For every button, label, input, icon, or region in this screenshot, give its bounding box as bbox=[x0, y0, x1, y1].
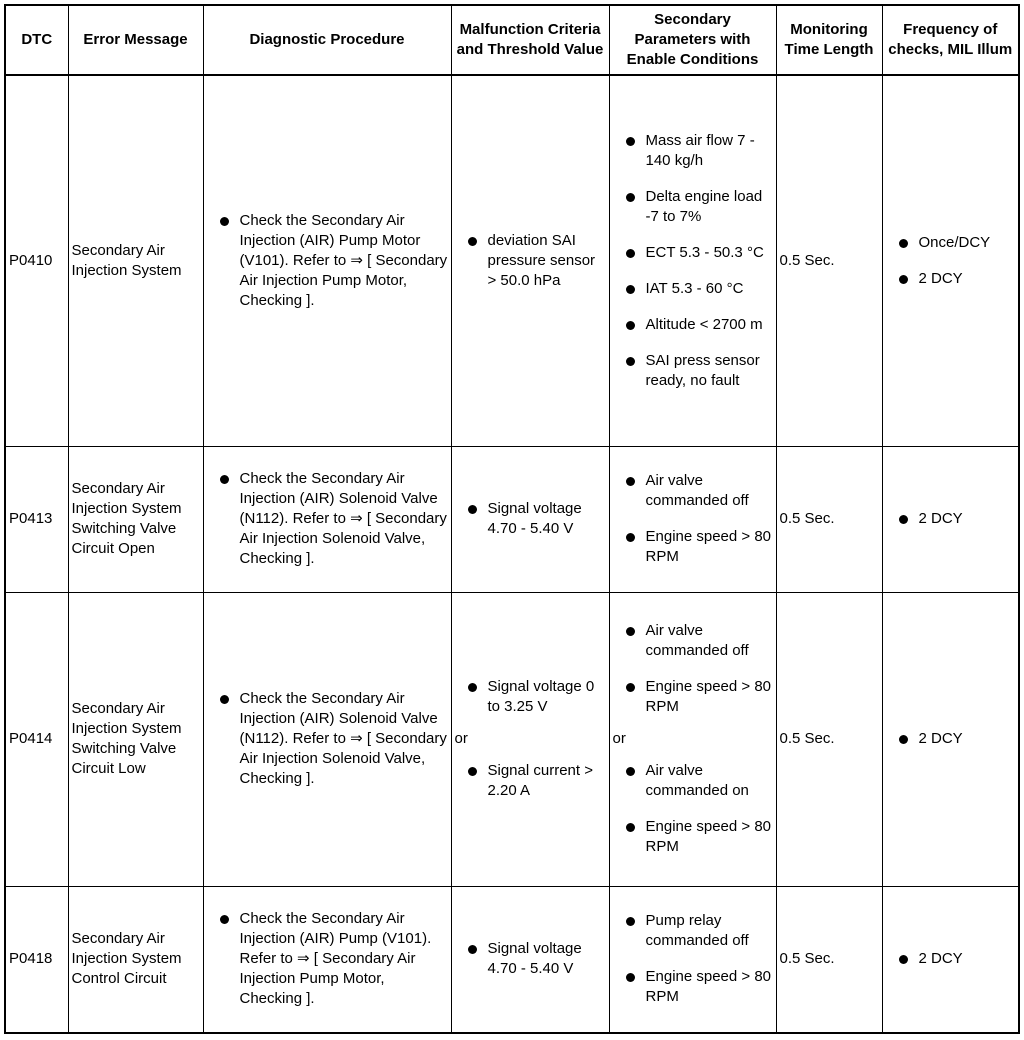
bullet-item: 2 DCY bbox=[886, 729, 1016, 749]
secondary-list bbox=[613, 471, 773, 567]
dtc-code: P0418 bbox=[5, 886, 68, 1033]
bullet-item: Signal current > 2.20 A bbox=[455, 761, 606, 801]
error-message: Secondary Air Injection System Switching Valve Circuit Open bbox=[68, 446, 203, 592]
secondary-list bbox=[613, 761, 773, 857]
monitoring-time: 0.5 Sec. bbox=[776, 446, 882, 592]
bullet-item: Engine speed > 80 RPM bbox=[613, 967, 773, 1007]
frequency bbox=[882, 75, 1019, 446]
bullet-item: ECT 5.3 - 50.3 °C bbox=[613, 243, 773, 263]
malfunction-criteria bbox=[451, 75, 609, 446]
secondary-list bbox=[613, 621, 773, 717]
error-message: Secondary Air Injection System Switching Valve Circuit Low bbox=[68, 592, 203, 886]
bullet-item: Engine speed > 80 RPM bbox=[613, 817, 773, 857]
bullet-item: Signal voltage 4.70 - 5.40 V bbox=[455, 939, 606, 979]
table-row bbox=[5, 886, 1019, 1033]
dtc-code: P0414 bbox=[5, 592, 68, 886]
diagnostic-procedure bbox=[203, 446, 451, 592]
header-secondary-parameters: Secondary Parameters with Enable Conditions bbox=[609, 5, 776, 75]
header-diagnostic-procedure: Diagnostic Procedure bbox=[203, 5, 451, 75]
table-row bbox=[5, 446, 1019, 592]
criteria-list bbox=[455, 499, 606, 539]
diagnostic-procedure bbox=[203, 75, 451, 446]
bullet-item: 2 DCY bbox=[886, 509, 1016, 529]
frequency bbox=[882, 592, 1019, 886]
header-frequency: Frequency of checks, MIL Illum bbox=[882, 5, 1019, 75]
criteria-list bbox=[455, 939, 606, 979]
procedure-item: Check the Secondary Air Injection (AIR) Pump (V101). Refer to ⇒ [ Secondary Air Injection Pump Motor, Checking ]. bbox=[207, 909, 448, 1009]
secondary-parameters bbox=[609, 75, 776, 446]
secondary-parameters bbox=[609, 886, 776, 1033]
bullet-item: Once/DCY bbox=[886, 233, 1016, 253]
header-malfunction-criteria: Malfunction Criteria and Threshold Value bbox=[451, 5, 609, 75]
malfunction-criteria bbox=[451, 592, 609, 886]
bullet-item: Altitude < 2700 m bbox=[613, 315, 773, 335]
dtc-table bbox=[4, 4, 1020, 1034]
table-row bbox=[5, 592, 1019, 886]
frequency bbox=[882, 886, 1019, 1033]
frequency-list bbox=[886, 233, 1016, 289]
bullet-item: SAI press sensor ready, no fault bbox=[613, 351, 773, 391]
dtc-code: P0410 bbox=[5, 75, 68, 446]
header-monitoring-time: Monitoring Time Length bbox=[776, 5, 882, 75]
criteria-list bbox=[455, 761, 606, 801]
bullet-item: Engine speed > 80 RPM bbox=[613, 677, 773, 717]
bullet-item: deviation SAI pressure sensor > 50.0 hPa bbox=[455, 231, 606, 291]
bullet-item: Engine speed > 80 RPM bbox=[613, 527, 773, 567]
error-message: Secondary Air Injection System bbox=[68, 75, 203, 446]
criteria-list bbox=[455, 677, 606, 717]
bullet-item: Signal voltage 4.70 - 5.40 V bbox=[455, 499, 606, 539]
bullet-item: Mass air flow 7 - 140 kg/h bbox=[613, 131, 773, 171]
header-error-message: Error Message bbox=[68, 5, 203, 75]
monitoring-time: 0.5 Sec. bbox=[776, 886, 882, 1033]
malfunction-criteria bbox=[451, 886, 609, 1033]
malfunction-criteria bbox=[451, 446, 609, 592]
bullet-item: Air valve commanded off bbox=[613, 621, 773, 661]
header-row bbox=[5, 5, 1019, 75]
frequency-list bbox=[886, 949, 1016, 969]
bullet-item: 2 DCY bbox=[886, 269, 1016, 289]
secondary-list bbox=[613, 911, 773, 1007]
procedure-list bbox=[207, 469, 448, 569]
procedure-item: Check the Secondary Air Injection (AIR) Solenoid Valve (N112). Refer to ⇒ [ Secondary Air Injection Solenoid Valve, Checking ]. bbox=[207, 689, 448, 789]
monitoring-time: 0.5 Sec. bbox=[776, 592, 882, 886]
criteria-list bbox=[455, 231, 606, 291]
procedure-item: Check the Secondary Air Injection (AIR) Pump Motor (V101). Refer to ⇒ [ Secondary Air Injection Pump Motor, Checking ]. bbox=[207, 211, 448, 311]
frequency bbox=[882, 446, 1019, 592]
procedure-list bbox=[207, 689, 448, 789]
or-separator: or bbox=[612, 730, 626, 747]
procedure-item: Check the Secondary Air Injection (AIR) Solenoid Valve (N112). Refer to ⇒ [ Secondary Air Injection Solenoid Valve, Checking ]. bbox=[207, 469, 448, 569]
table-row bbox=[5, 75, 1019, 446]
frequency-list bbox=[886, 729, 1016, 749]
table-body bbox=[5, 75, 1019, 1033]
bullet-item: Signal voltage 0 to 3.25 V bbox=[455, 677, 606, 717]
frequency-list bbox=[886, 509, 1016, 529]
diagnostic-procedure bbox=[203, 886, 451, 1033]
secondary-list bbox=[613, 131, 773, 391]
dtc-code: P0413 bbox=[5, 446, 68, 592]
bullet-item: Delta engine load -7 to 7% bbox=[613, 187, 773, 227]
procedure-list bbox=[207, 909, 448, 1009]
bullet-item: Air valve commanded on bbox=[613, 761, 773, 801]
secondary-parameters bbox=[609, 592, 776, 886]
bullet-item: Pump relay commanded off bbox=[613, 911, 773, 951]
diagnostic-procedure bbox=[203, 592, 451, 886]
bullet-item: IAT 5.3 - 60 °C bbox=[613, 279, 773, 299]
bullet-item: Air valve commanded off bbox=[613, 471, 773, 511]
monitoring-time: 0.5 Sec. bbox=[776, 75, 882, 446]
secondary-parameters bbox=[609, 446, 776, 592]
or-separator: or bbox=[454, 730, 468, 747]
bullet-item: 2 DCY bbox=[886, 949, 1016, 969]
header-dtc: DTC bbox=[5, 5, 68, 75]
error-message: Secondary Air Injection System Control Circuit bbox=[68, 886, 203, 1033]
procedure-list bbox=[207, 211, 448, 311]
